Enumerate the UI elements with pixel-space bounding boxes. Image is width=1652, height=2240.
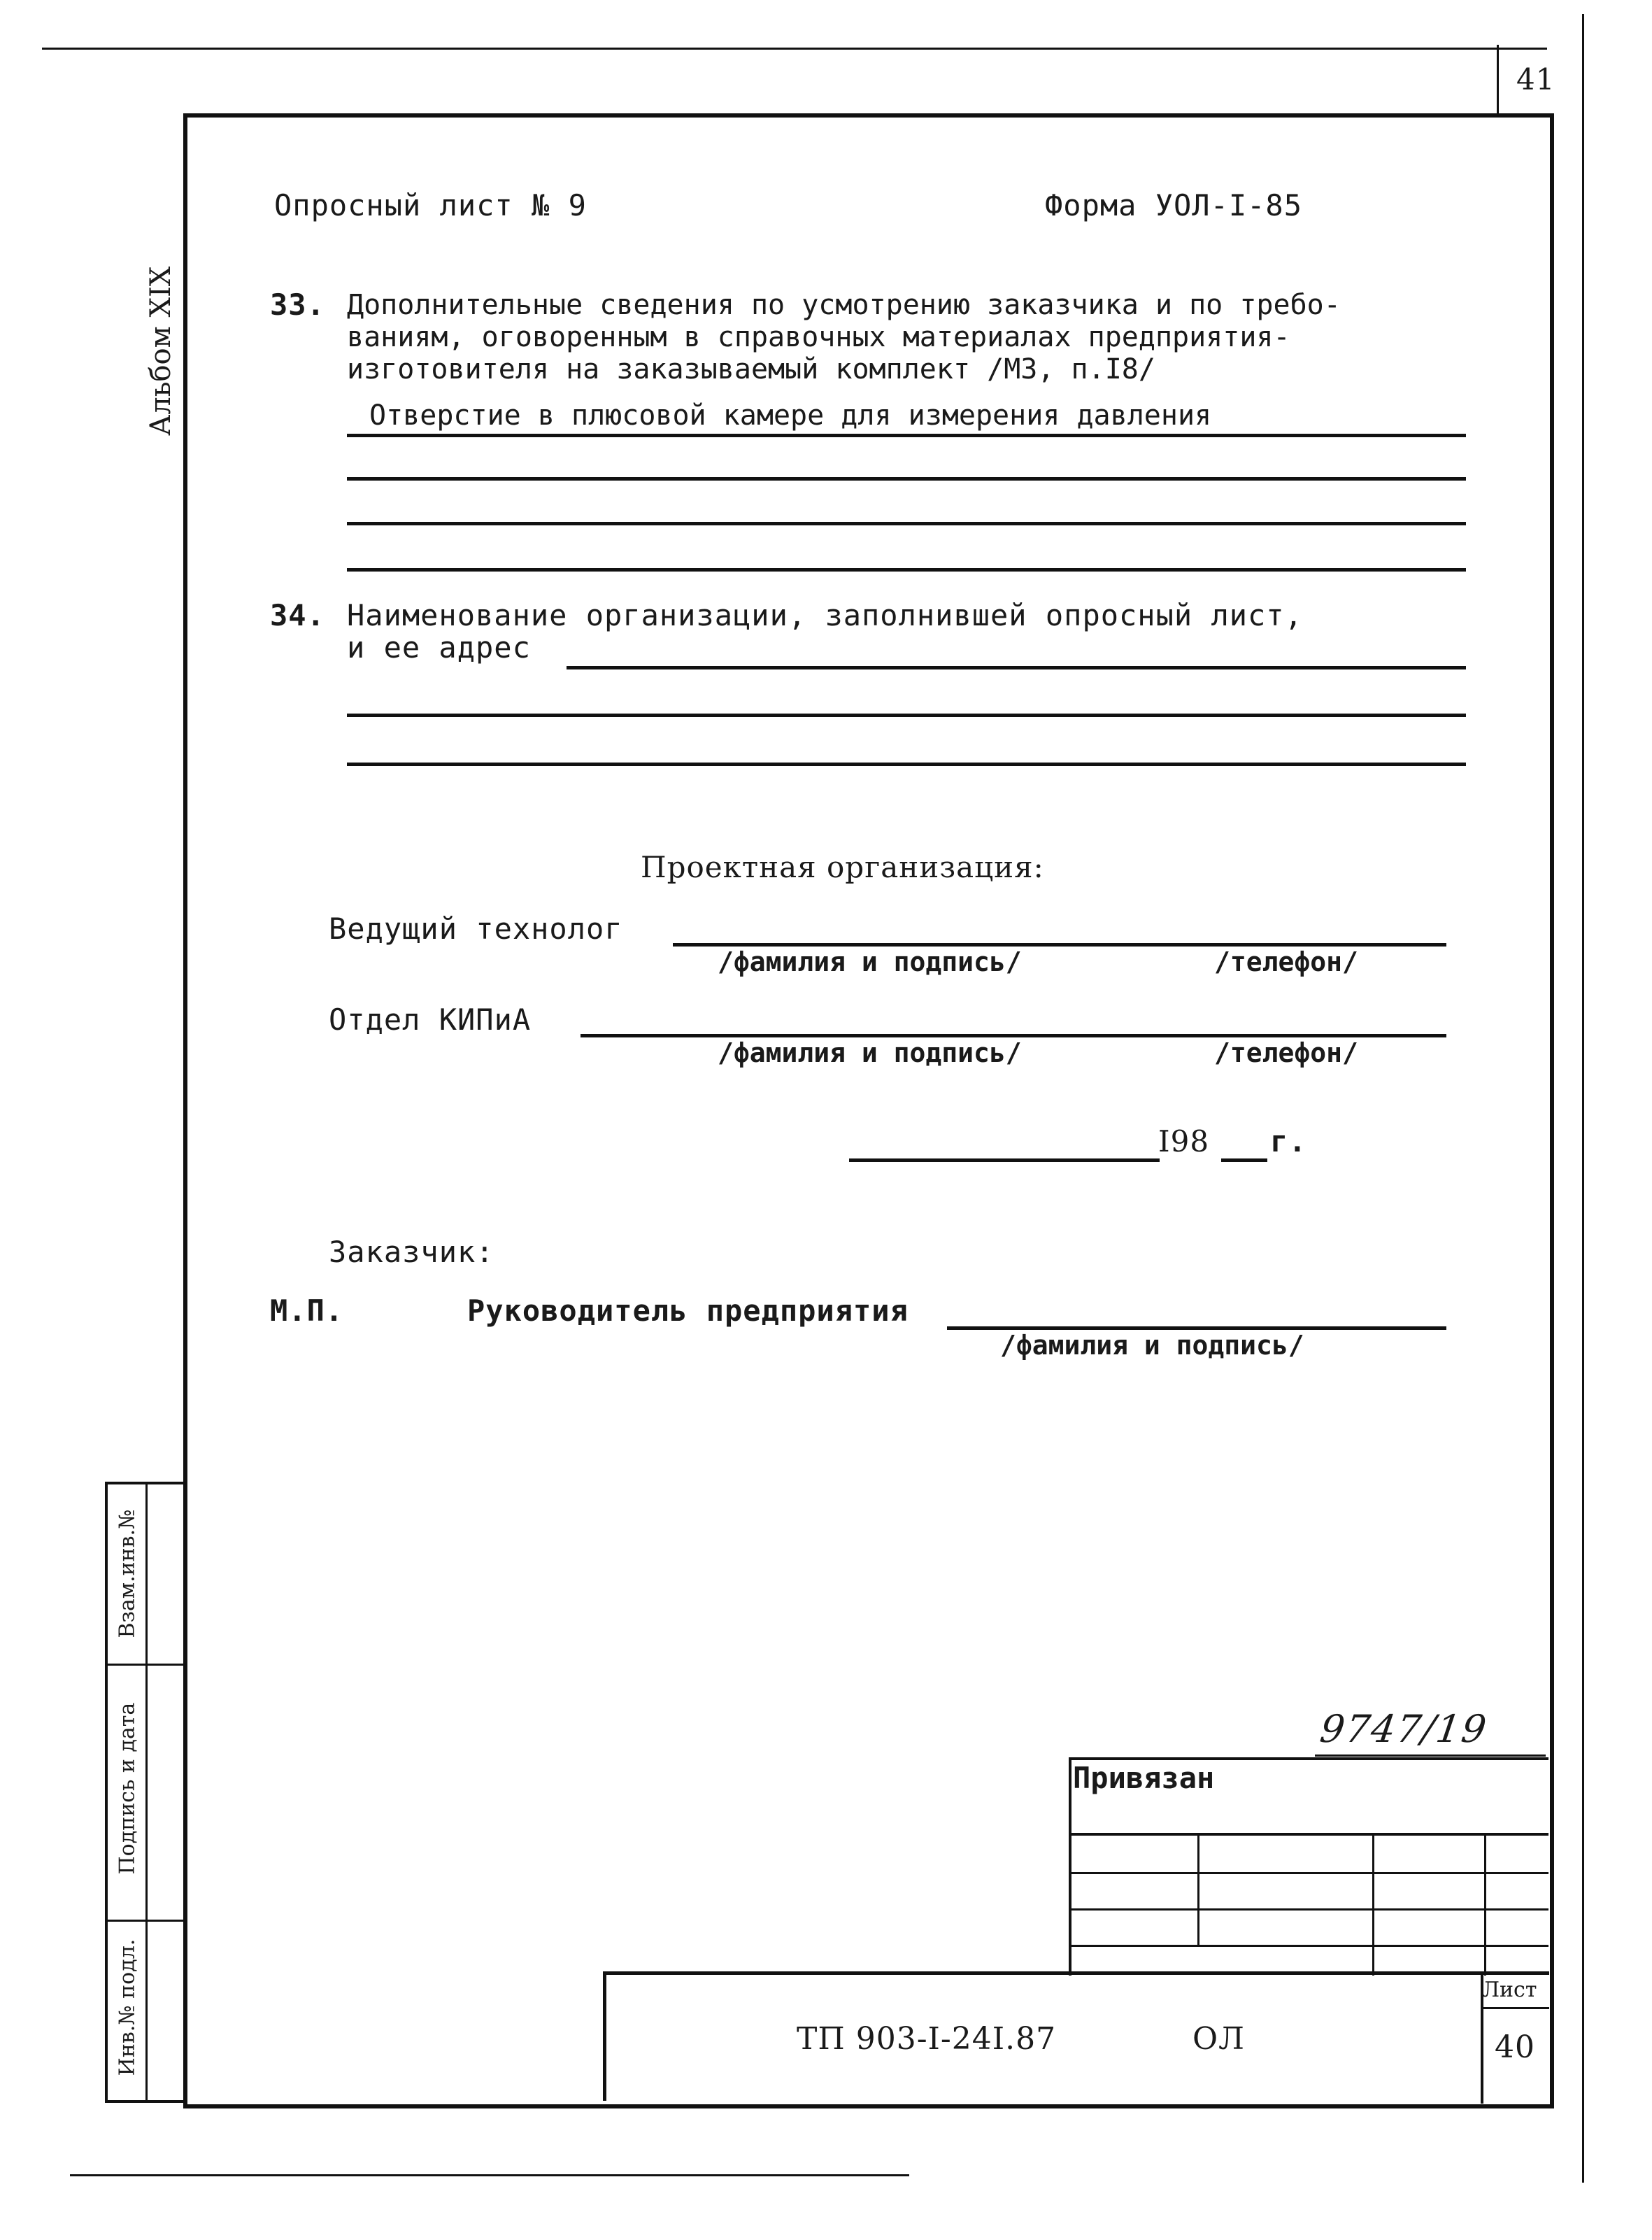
doc-code: ТП 903-I-24I.87: [797, 2021, 1057, 2057]
binding-col-1: [1197, 1833, 1199, 1946]
year-suffix: г.: [1270, 1124, 1307, 1158]
side-table: [105, 1482, 186, 2103]
doc-type: ОЛ: [1192, 2021, 1245, 2057]
corner-page-number: 41: [1516, 62, 1555, 97]
side-table-divider-v: [145, 1484, 148, 2100]
binding-row-3: [1071, 1908, 1548, 1911]
customer-heading: Заказчик:: [329, 1235, 494, 1269]
stamp-mark: М.П.: [270, 1293, 344, 1328]
stamp-block: [603, 1971, 1549, 2101]
outer-bottom-line: [70, 2174, 909, 2176]
item33-answer-line-2: [347, 477, 1466, 481]
handwritten-underline: [1315, 1755, 1546, 1757]
binding-row-4: [1071, 1945, 1548, 1947]
item34-address-line-1: [567, 666, 1466, 669]
corner-box-left: [1497, 45, 1499, 118]
sheet-label: Лист: [1482, 1978, 1537, 2002]
form-code: Форма УОЛ-I-85: [1045, 188, 1303, 222]
outer-top-line: [42, 48, 1547, 50]
binding-row-2: [1071, 1872, 1548, 1874]
handwritten-number: 9747/19: [1317, 1707, 1490, 1751]
year-text: I98: [1158, 1124, 1210, 1158]
kip-dept-phone-caption: /телефон/: [1214, 1037, 1358, 1068]
director-sign-caption: /фамилия и подпись/: [1000, 1330, 1304, 1361]
binding-box: [1069, 1757, 1548, 1976]
sheet-title: Опросный лист № 9: [274, 188, 587, 222]
kip-dept-label: Отдел КИПиА: [329, 1002, 532, 1037]
item34-address-line-3: [347, 763, 1466, 766]
binding-row-1: [1071, 1833, 1548, 1836]
item34-address-line-2: [347, 714, 1466, 717]
binding-col-2: [1372, 1833, 1374, 1976]
side-table-divider-1: [108, 1664, 186, 1666]
item33-number: 33.: [270, 288, 325, 322]
outer-right-line: [1582, 14, 1584, 2183]
item33-line1: Дополнительные сведения по усмотрению заказчика и по требо-: [347, 289, 1341, 321]
sheet-number: 40: [1495, 2029, 1535, 2065]
item33-answer: Отверстие в плюсовой камере для измерения давления: [369, 399, 1212, 432]
item33-answer-line-3: [347, 522, 1466, 525]
year-blank-line: [1221, 1158, 1267, 1162]
item33-line2: ваниям, оговоренным в справочных материалах предприятия-: [347, 321, 1290, 353]
item34-line1: Наименование организации, заполнившей опросный лист,: [347, 598, 1303, 632]
director-label: Руководитель предприятия: [467, 1293, 909, 1328]
album-label: Альбом XIX: [145, 266, 177, 436]
date-blank-line: [849, 1158, 1160, 1162]
item34-number: 34.: [270, 598, 325, 632]
side-cell-inv-original: Инв.№ подл.: [115, 1938, 140, 2076]
lead-tech-phone-caption: /телефон/: [1214, 947, 1358, 977]
item33-answer-line-4: [347, 568, 1466, 572]
item33-answer-line-1: [347, 434, 1466, 437]
kip-dept-sign-caption: /фамилия и подпись/: [718, 1037, 1022, 1068]
design-org-heading: Проектная организация:: [641, 850, 1044, 884]
lead-tech-label: Ведущий технолог: [329, 912, 623, 946]
side-cell-replace-inv: Взам.инв.№: [115, 1509, 140, 1638]
stamp-sheet-label-line: [1481, 2007, 1549, 2009]
binding-col-3: [1484, 1833, 1486, 1976]
side-cell-signature-date: Подпись и дата: [115, 1702, 140, 1875]
item33-line3: изготовителя на заказываемый комплект /М3, п.I8/: [347, 353, 1155, 385]
side-table-divider-2: [108, 1920, 186, 1922]
item34-line2: и ее адрес: [347, 630, 531, 665]
binding-label: Привязан: [1073, 1761, 1215, 1795]
lead-tech-sign-caption: /фамилия и подпись/: [718, 947, 1022, 977]
